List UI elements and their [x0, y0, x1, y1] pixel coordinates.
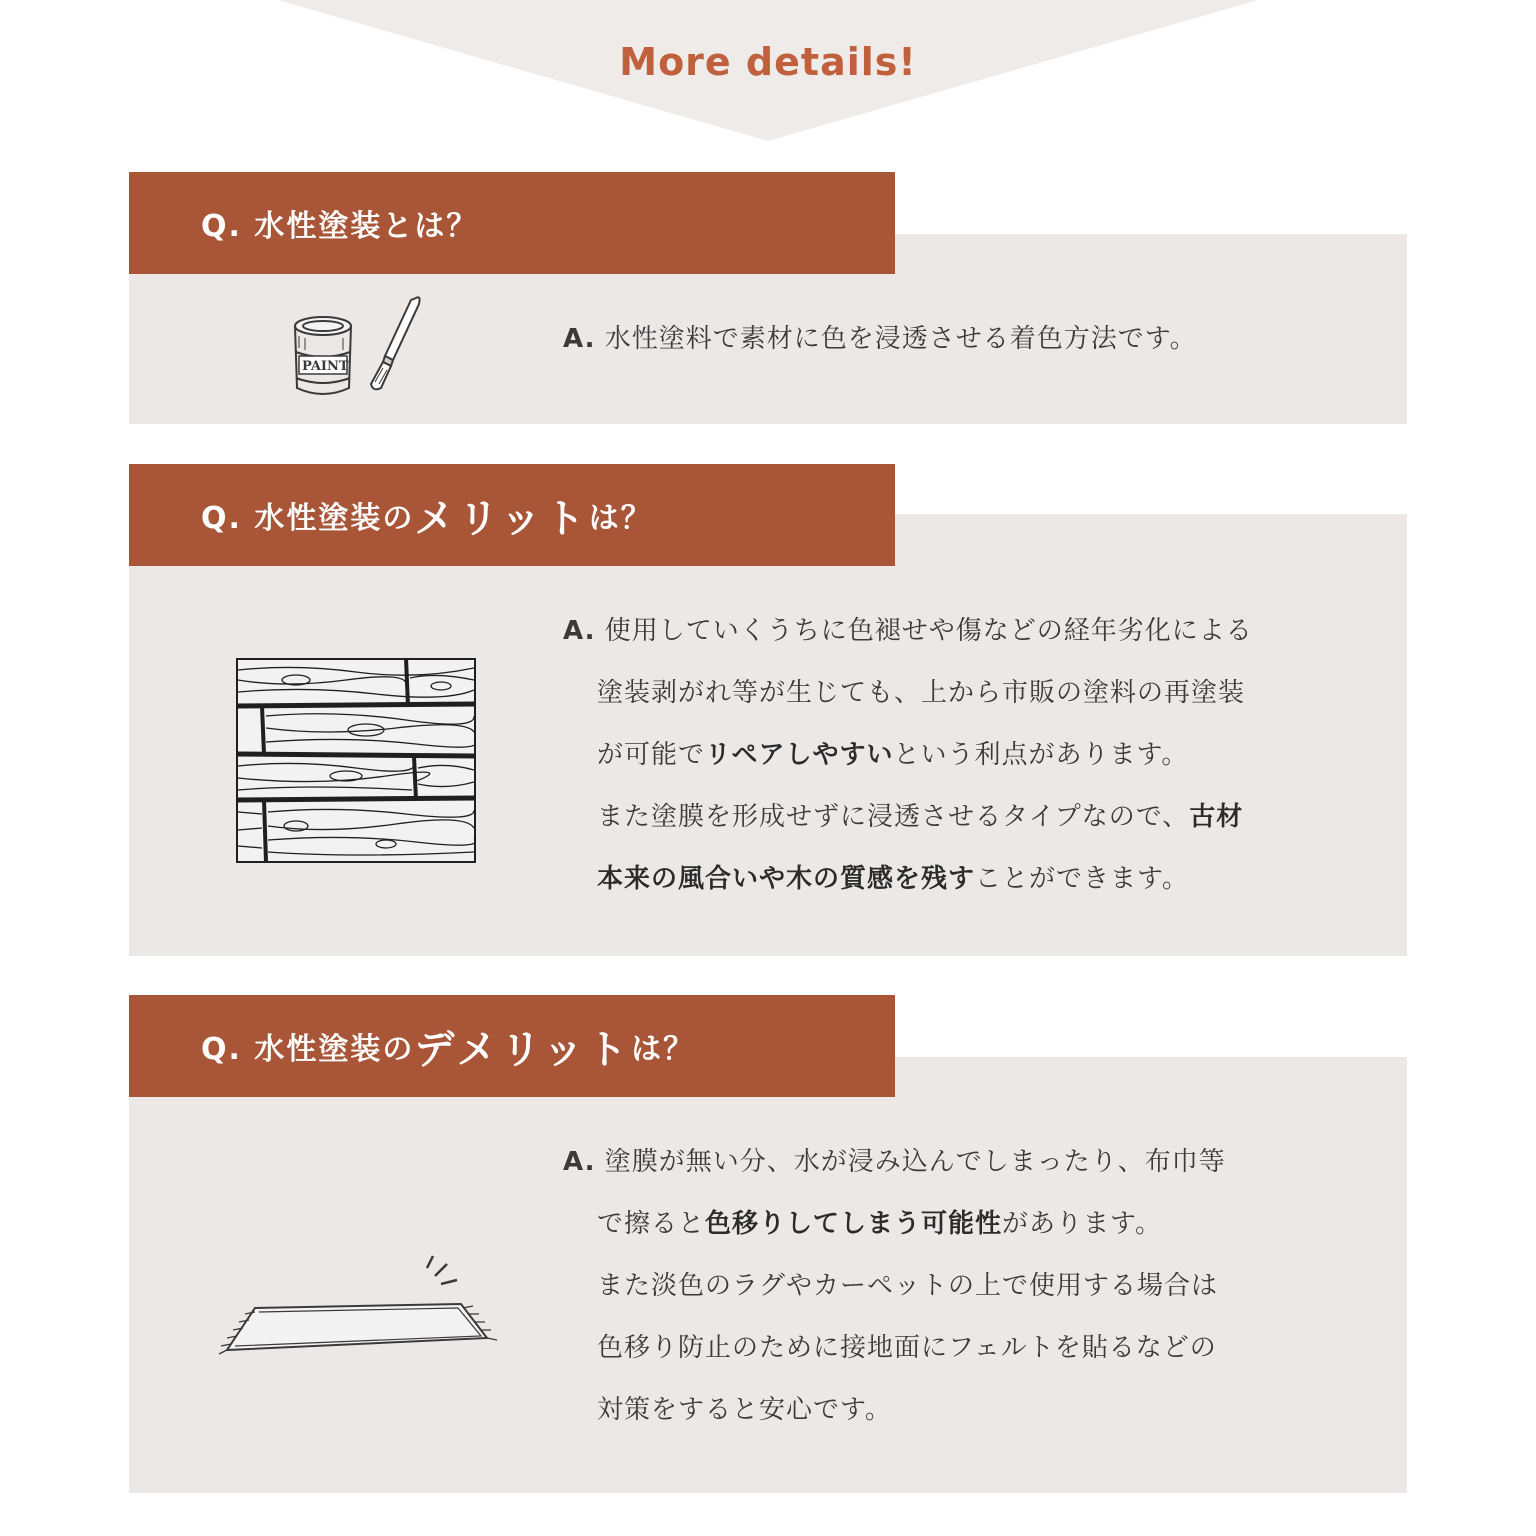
- answer-text: ことができます。: [975, 864, 1189, 894]
- wood-planks-icon: [236, 658, 476, 863]
- answer-label: A.: [563, 324, 596, 354]
- answer-text: が可能で: [597, 740, 706, 770]
- answer-text: また塗膜を形成せずに浸透させるタイプなので、: [597, 802, 1190, 832]
- answer-line-2: [563, 1193, 1226, 1255]
- answer-line-2: [563, 662, 1253, 724]
- answer-text: 対策をすると安心です。: [597, 1395, 892, 1425]
- answer-emphasis: 古材: [1189, 802, 1244, 832]
- answer-text: 塗膜が無い分、水が浸み込んでしまったり、布巾等: [604, 1147, 1226, 1177]
- answer-text: 使用していくうちに色褪せや傷などの経年劣化による: [604, 616, 1253, 646]
- answer-line-5: [563, 1379, 1226, 1441]
- answer-text: があります。: [1002, 1209, 1162, 1239]
- answer-text: 水性塗料で素材に色を浸透させる着色方法です。: [604, 324, 1197, 354]
- svg-text:PAINT: PAINT: [302, 359, 349, 374]
- question-emphasis: デメリット: [414, 1026, 632, 1073]
- faq-question-2: [129, 464, 895, 566]
- answer-emphasis: 本来の風合いや木の質感を残す: [597, 864, 976, 894]
- answer-text: 色移り防止のために接地面にフェルトを貼るなどの: [597, 1333, 1217, 1363]
- question-text: Q. 水性塗装とは？: [201, 209, 479, 244]
- question-suffix: は？: [588, 501, 653, 536]
- paint-can-brush-icon: [285, 290, 430, 402]
- answer-line-3: [563, 724, 1253, 786]
- answer-emphasis: 色移りしてしまう可能性: [705, 1209, 1003, 1239]
- question-text: Q. 水性塗装の: [201, 1032, 415, 1067]
- question-suffix: は？: [631, 1032, 696, 1067]
- answer-line-5: [563, 848, 1253, 910]
- answer-line: [563, 308, 1197, 370]
- page-title: More details!: [619, 40, 917, 84]
- answer-text: で擦ると: [597, 1209, 706, 1239]
- answer-label: A.: [563, 616, 596, 646]
- answer-line-4: [563, 786, 1253, 848]
- answer-text: 塗装剥がれ等が生じても、上から市販の塗料の再塗装: [597, 678, 1246, 708]
- question-emphasis: メリット: [414, 495, 589, 542]
- answer-line-4: [563, 1317, 1226, 1379]
- faq-question-3: [129, 995, 895, 1097]
- answer-line-1: [563, 600, 1253, 662]
- answer-line-3: [563, 1255, 1226, 1317]
- faq-answer-3: [563, 1131, 1226, 1441]
- answer-line-1: [563, 1131, 1226, 1193]
- faq-answer-2: [563, 600, 1253, 910]
- answer-label: A.: [563, 1147, 596, 1177]
- faq-question-1: [129, 172, 895, 274]
- answer-emphasis: リペアしやすい: [705, 740, 894, 770]
- answer-text: という利点があります。: [893, 740, 1189, 770]
- rug-icon: [215, 1250, 500, 1362]
- question-text: Q. 水性塗装の: [201, 501, 415, 536]
- answer-text: また淡色のラグやカーペットの上で使用する場合は: [597, 1271, 1219, 1301]
- faq-answer-1: [563, 308, 1197, 370]
